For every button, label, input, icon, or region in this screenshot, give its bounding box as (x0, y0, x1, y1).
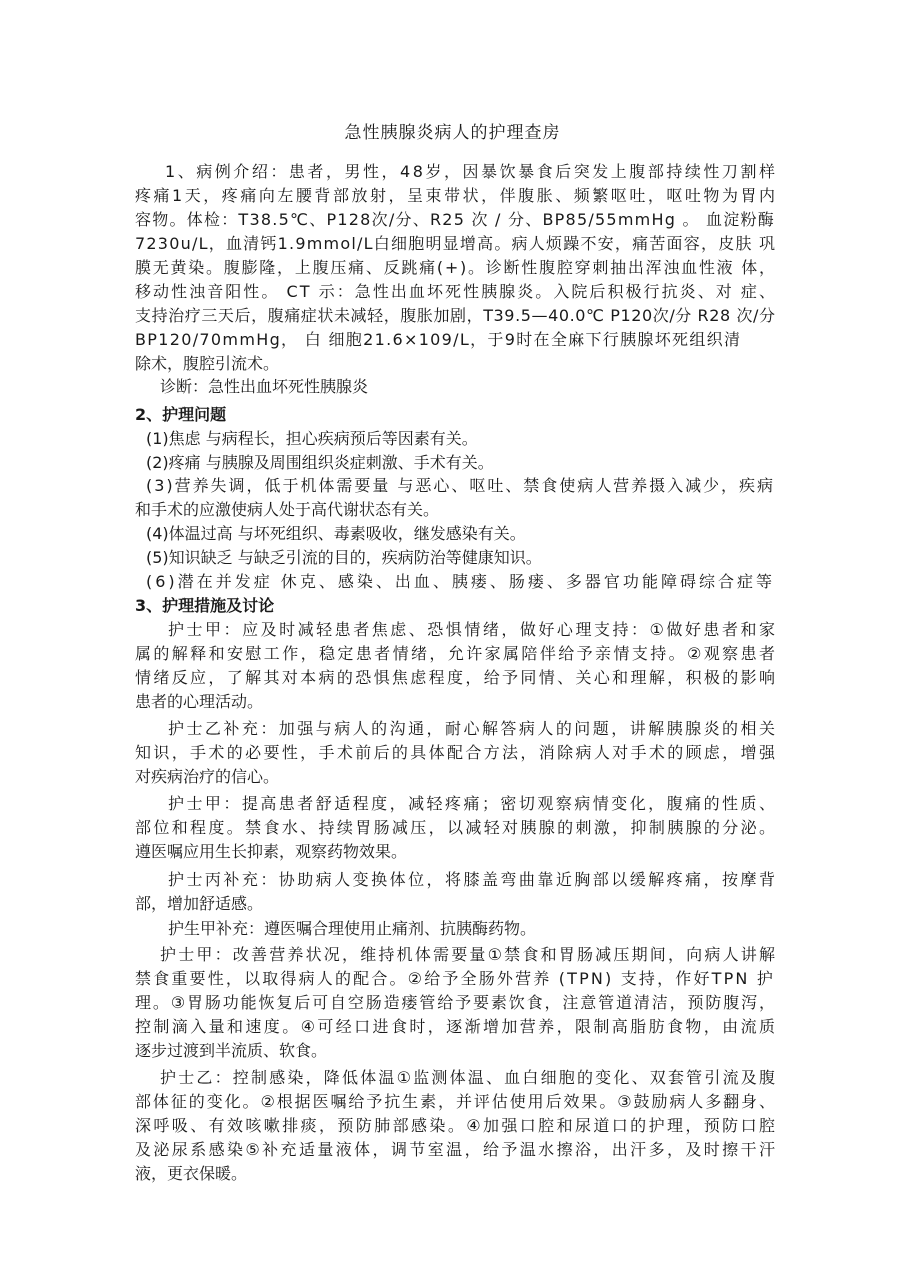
text-line: 护士甲：提高患者舒适程度，减轻疼痛；密切观察病情变化，腹痛的性质、 (168, 794, 778, 813)
text-line: 移动性浊音阳性。 CT 示：急性出血坏死性胰腺炎。入院后积极行抗炎、对 症、 (135, 282, 778, 301)
text-line: 1、病例介绍：患者，男性，48岁，因暴饮暴食后突发上腹部持续性刀割样 (165, 162, 778, 181)
text-line: 患者的心理活动。 (135, 692, 264, 711)
text-line: 支持治疗三天后，腹痛症状未减轻，腹胀加剧，T39.5—40.0℃ P120次/分 R28 次/分 (135, 306, 776, 325)
text-line: 知识，手术的必要性，手术前后的具体配合方法，消除病人对手术的顾虑，增强 (135, 743, 778, 762)
section-heading: 3、护理措施及讨论 (135, 596, 275, 615)
text-line: 和手术的应激使病人处于高代谢状态有关。 (135, 500, 440, 519)
text-line: 容物。体检：T38.5℃、P128次/分、R25 次 / 分、BP85/55mmHg 。 血淀粉酶 (135, 210, 775, 229)
text-line: 护士乙补充：加强与病人的沟通，耐心解答病人的问题，讲解胰腺炎的相关 (168, 719, 778, 738)
text-line: 除术，腹腔引流术。 (135, 354, 280, 373)
text-line: 部位和程度。禁食水、持续胃肠减压，以减轻对胰腺的刺激，抑制胰腺的分泌。 (135, 818, 778, 837)
text-line: 疼痛1天，疼痛向左腰背部放射，呈束带状，伴腹胀、频繁呕吐，呕吐物为胃内 (135, 186, 778, 205)
text-line: (6)潜在并发症 休克、感染、出血、胰瘘、肠瘘、多器官功能障碍综合症等 (146, 572, 775, 591)
text-line: 禁食重要性，以取得病人的配合。②给予全肠外营养 (TPN) 支持，作好TPN 护 (135, 969, 775, 988)
text-line: (4)体温过高 与坏死组织、毒素吸收，继发感染有关。 (146, 524, 526, 543)
text-line: 及泌尿系感染⑤补充适量液体，调节室温，给予温水擦浴，出汗多，及时擦干汗 (135, 1140, 778, 1159)
text-line: 情绪反应，了解其对本病的恐惧焦虑程度，给予同情、关心和理解，积极的影响 (135, 668, 778, 687)
text-line: BP120/70mmHg， 白 细胞21.6×109/L，于9时在全麻下行胰腺坏死组织清 (135, 330, 742, 349)
text-line: (3)营养失调，低于机体需要量 与恶心、呕吐、禁食使病人营养摄入减少，疾病 (146, 476, 775, 495)
text-line: 7230u/L，血清钙1.9mmol/L白细胞明显增高。病人烦躁不安，痛苦面容，皮肤 巩 (135, 234, 777, 253)
text-line: 理。③胃肠功能恢复后可自空肠造瘘管给予要素饮食，注意管道清洁，预防腹泻， (135, 993, 777, 1012)
text-line: 护生甲补充：遵医嘱合理使用止痛剂、抗胰酶药物。 (168, 919, 537, 938)
section-heading: 2、护理问题 (135, 405, 227, 424)
text-line: 对疾病治疗的信心。 (135, 767, 280, 786)
text-line: 护士甲：改善营养状况，维持机体需要量①禁食和胃肠减压期间，向病人讲解 (160, 945, 778, 964)
text-line: 逐步过渡到半流质、软食。 (135, 1041, 328, 1060)
text-line: 部体征的变化。②根据医嘱给予抗生素，并评估使用后效果。③鼓励病人多翻身、 (135, 1092, 777, 1111)
text-line: 部，增加舒适感。 (135, 894, 264, 913)
text-line: 液，更衣保暖。 (135, 1164, 248, 1183)
text-line: (1)焦虑 与病程长，担心疾病预后等因素有关。 (146, 429, 478, 448)
text-line: 诊断：急性出血坏死性胰腺炎 (160, 377, 369, 396)
text-line: 属的解释和安慰工作，稳定患者情绪，允许家属陪伴给予亲情支持。②观察患者 (135, 644, 778, 663)
text-line: 遵医嘱应用生长抑素，观察药物效果。 (135, 842, 408, 861)
text-line: 护士丙补充：协助病人变换体位，将膝盖弯曲靠近胸部以缓解疼痛，按摩背 (168, 870, 778, 889)
document-title: 急性胰腺炎病人的护理查房 (344, 123, 561, 143)
text-line: (2)疼痛 与胰腺及周围组织炎症刺激、手术有关。 (146, 453, 494, 472)
text-line: 护士甲：应及时减轻患者焦虑、恐惧情绪，做好心理支持：①做好患者和家 (168, 620, 778, 639)
text-line: 膜无黄染。腹膨隆，上腹压痛、反跳痛(+)。诊断性腹腔穿刺抽出浑浊血性液 体， (135, 258, 777, 277)
text-line: 深呼吸、有效咳嗽排痰，预防肺部感染。④加强口腔和尿道口的护理，预防口腔 (135, 1116, 778, 1135)
text-line: (5)知识缺乏 与缺乏引流的目的，疾病防治等健康知识。 (146, 548, 542, 567)
text-line: 控制滴入量和速度。④可经口进食时，逐渐增加营养，限制高脂肪食物，由流质 (135, 1017, 778, 1036)
text-line: 护士乙：控制感染，降低体温①监测体温、血白细胞的变化、双套管引流及腹 (160, 1068, 778, 1087)
